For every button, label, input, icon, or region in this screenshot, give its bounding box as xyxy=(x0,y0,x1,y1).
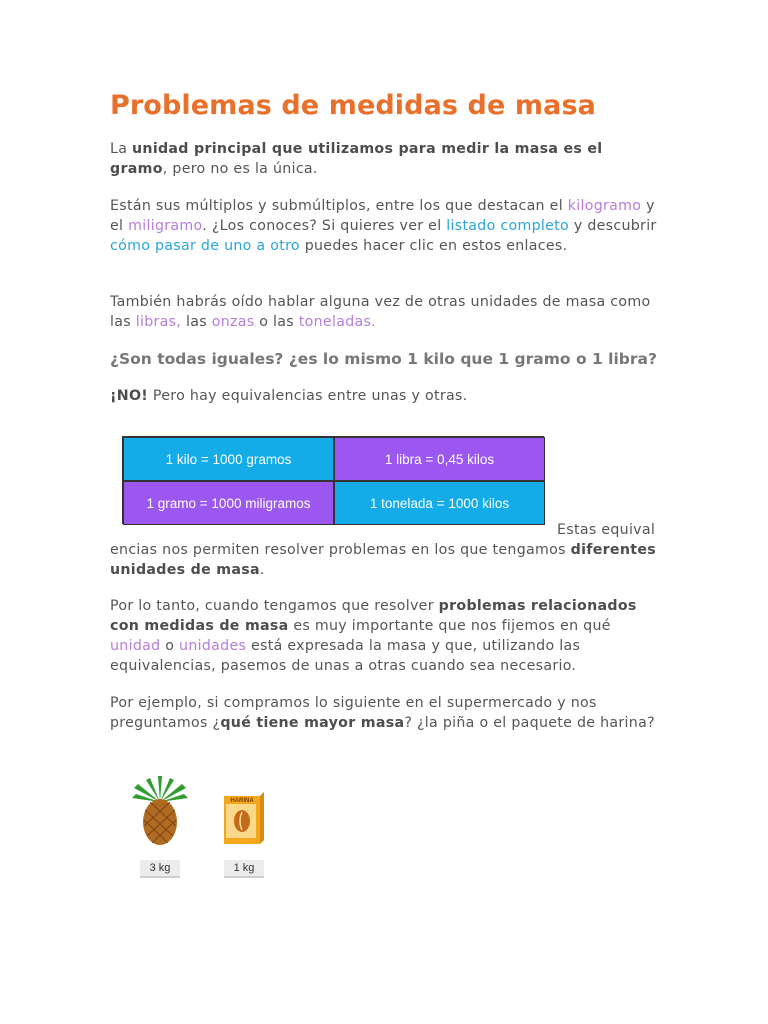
word-unidad: unidad xyxy=(110,638,161,654)
word-toneladas: toneladas. xyxy=(298,314,376,330)
different-units-emphasis: diferentes unidades de masa xyxy=(110,542,656,578)
flour-weight-label: 1 kg xyxy=(224,860,265,878)
pineapple-weight-label: 3 kg xyxy=(140,860,181,878)
page-title: Problemas de medidas de masa xyxy=(110,90,596,121)
equivalence-cell-kilo: 1 kilo = 1000 gramos xyxy=(123,437,334,481)
problems-paragraph: Por lo tanto, cuando tengamos que resolver problemas relacionados con medidas de masa es muy importante que nos fijemos en qué unidad o unidades está expresada la masa y que, utilizando las equivalencias, pasemos de unas a otras cuando sea necesario. xyxy=(110,598,637,674)
equivalence-cell-libra: 1 libra = 0,45 kilos xyxy=(334,437,545,481)
other-units-paragraph: También habrás oído hablar alguna vez de otras unidades de masa como las libras, las onzas o las toneladas. xyxy=(110,294,651,330)
greater-mass-question: qué tiene mayor masa xyxy=(220,715,405,731)
problems-emphasis: problemas relacionados con medidas de masa xyxy=(110,598,637,634)
main-unit-statement: unidad principal que utilizamos para medir la masa es el gramo xyxy=(110,141,603,177)
word-unidades: unidades xyxy=(179,638,247,654)
multiples-paragraph: Están sus múltiplos y submúltiplos, entre los que destacan el kilogramo y el miligramo. ¿Los conoces? Si quieres ver el listado completo y descubrir cómo pasar de uno a otro puedes hacer clic en estos enlaces. xyxy=(110,198,657,254)
answer-no: ¡NO! xyxy=(110,388,149,404)
word-libras: libras, xyxy=(135,314,182,330)
link-kilogramo[interactable]: kilogramo xyxy=(567,198,642,214)
equivalence-cell-tonelada: 1 tonelada = 1000 kilos xyxy=(334,481,545,525)
flour-package-text: HARINA xyxy=(230,798,254,804)
pineapple-product xyxy=(128,772,192,878)
pineapple-icon xyxy=(128,772,192,848)
example-paragraph: Por ejemplo, si compramos lo siguiente en el supermercado y nos preguntamos ¿qué tiene mayor masa? ¿la piña o el paquete de harina? xyxy=(110,695,655,731)
link-miligramo[interactable]: miligramo xyxy=(128,218,203,234)
question-heading: ¿Son todas iguales? ¿es lo mismo 1 kilo que 1 gramo o 1 libra? xyxy=(110,350,657,368)
equivalence-cell-gramo: 1 gramo = 1000 miligramos xyxy=(123,481,334,525)
flour-product xyxy=(218,790,270,878)
equivalences-text-start: Estas equival xyxy=(557,522,656,538)
equivalences-paragraph: encias nos permiten resolver problemas en los que tengamos diferentes unidades de masa. xyxy=(110,542,656,578)
equivalences-table xyxy=(122,436,544,524)
link-listado-completo[interactable]: listado completo xyxy=(446,218,570,234)
word-onzas: onzas xyxy=(211,314,255,330)
link-como-pasar[interactable]: cómo pasar de uno a otro xyxy=(110,238,300,254)
answer-paragraph: ¡NO! Pero hay equivalencias entre unas y otras. xyxy=(110,388,468,404)
flour-package-icon xyxy=(218,790,270,848)
intro-paragraph: La unidad principal que utilizamos para medir la masa es el gramo, pero no es la única. xyxy=(110,141,603,177)
